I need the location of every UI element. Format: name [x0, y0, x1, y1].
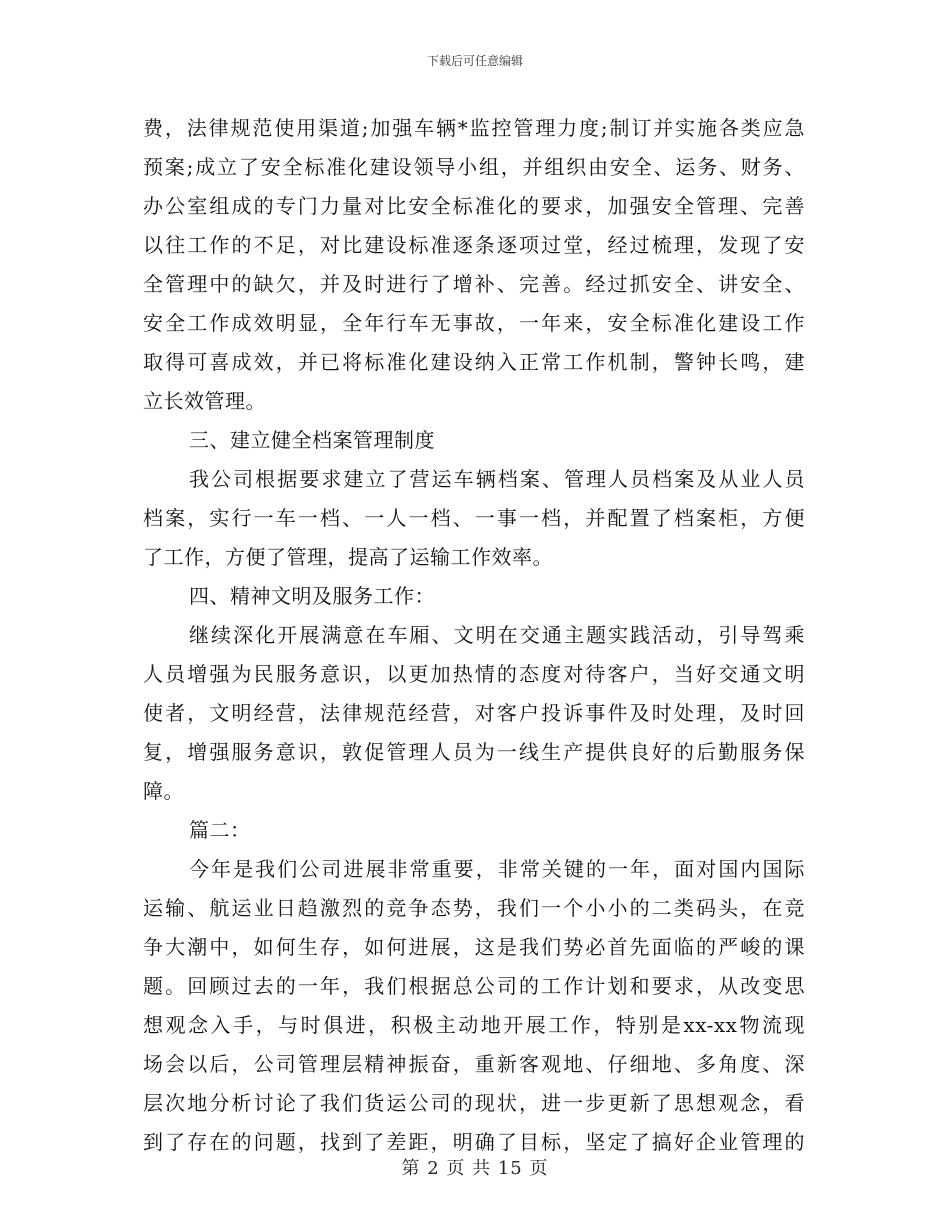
text-line: 争大潮中，如何生存，如何进展，这是我们势必首先面临的严峻的课 [143, 935, 805, 959]
text-line: 办公室组成的专门力量对比安全标准化的要求，加强安全管理、完善 [143, 194, 805, 218]
text-line: 今年是我们公司进展非常重要，非常关键的一年，面对国内国际 [189, 857, 805, 881]
text-line: 我公司根据要求建立了营运车辆档案、管理人员档案及从业人员 [189, 467, 805, 491]
text-line: 使者，文明经营，法律规范经营，对客户投诉事件及时处理，及时回 [143, 701, 805, 725]
text-line: 层次地分析讨论了我们货运公司的现状，进一步更新了思想观念，看 [143, 1091, 805, 1115]
text-line: 复，增强服务意识，敦促管理人员为一线生产提供良好的后勤服务保 [143, 740, 805, 764]
text-line: 档案，实行一车一档、一人一档、一事一档，并配置了档案柜，方便 [143, 506, 805, 530]
text-line: 以往工作的不足，对比建设标准逐条逐项过堂，经过梳理，发现了安 [143, 233, 805, 257]
page-number-footer: 第 2 页 共 15 页 [401, 1158, 549, 1179]
text-line: 运输、航运业日趋激烈的竞争态势，我们一个小小的二类码头，在竞 [143, 896, 805, 920]
text-line: 篇二： [189, 818, 251, 842]
text-line: 到了存在的问题，找到了差距，明确了目标，坚定了搞好企业管理的 [143, 1130, 805, 1154]
text-line: 人员增强为民服务意识，以更加热情的态度对待客户，当好交通文明 [143, 662, 805, 686]
document-body [143, 109, 805, 1162]
text-line: 题。回顾过去的一年，我们根据总公司的工作计划和要求，从改变思 [143, 974, 805, 998]
text-line: 安全工作成效明显，全年行车无事故，一年来，安全标准化建设工作 [143, 311, 805, 335]
text-line: 了工作，方便了管理，提高了运输工作效率。 [143, 545, 553, 569]
page-header: 下载后可任意编辑 [426, 54, 523, 68]
text-line: 想观念入手，与时俱进，积极主动地开展工作，特别是xx-xx物流现 [143, 1013, 805, 1037]
text-line: 场会以后，公司管理层精神振奋，重新客观地、仔细地、多角度、深 [143, 1052, 805, 1076]
text-line: 障。 [143, 779, 184, 803]
text-line: 继续深化开展满意在车厢、文明在交通主题实践活动，引导驾乘 [189, 623, 805, 647]
text-line: 费，法律规范使用渠道;加强车辆*监控管理力度;制订并实施各类应急 [143, 116, 805, 140]
text-line: 全管理中的缺欠，并及时进行了增补、完善。经过抓安全、讲安全、 [143, 272, 805, 296]
text-line: 取得可喜成效，并已将标准化建设纳入正常工作机制，警钟长鸣，建 [143, 350, 805, 374]
text-line: 三、建立健全档案管理制度 [189, 428, 435, 452]
text-line: 四、精神文明及服务工作： [189, 584, 435, 608]
text-line: 立长效管理。 [143, 389, 266, 413]
text-line: 预案;成立了安全标准化建设领导小组，并组织由安全、运务、财务、 [143, 155, 805, 179]
